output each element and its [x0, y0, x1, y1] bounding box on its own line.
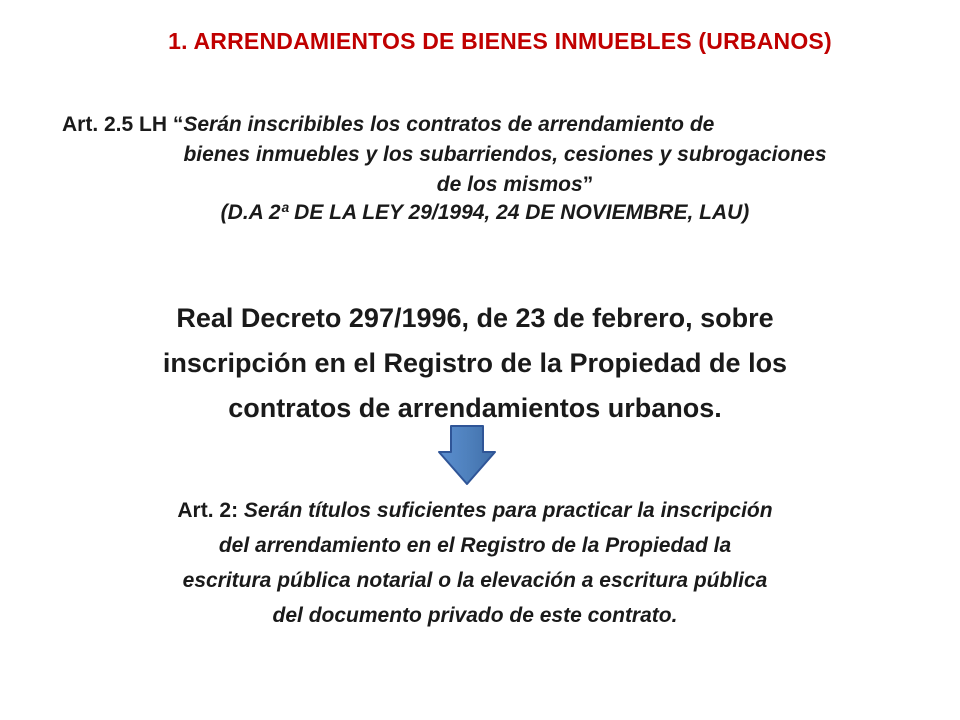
real-decreto-text — [60, 296, 890, 431]
decreto-line-3: contratos de arrendamientos urbanos. — [228, 393, 722, 423]
art-lh-close-quote: ” — [582, 173, 594, 196]
art-lh-reference: (D.A 2ª DE LA LEY 29/1994, 24 DE NOVIEMBRE, LAU) — [220, 201, 750, 224]
art-lh-line-3 — [40, 170, 930, 200]
art-2-text-line-2: del arrendamiento en el Registro de la Propiedad la — [218, 534, 732, 557]
art-2-text-line-3: escritura pública notarial o la elevación a escritura pública — [182, 569, 768, 592]
art-lh-quote-line-2: bienes inmuebles y los subarriendos, cesiones y subrogaciones — [183, 143, 827, 166]
art-lh-quote-line-3: de los mismos — [436, 173, 583, 196]
art-2-text-line-1: Serán títulos suficientes para practicar la inscripción — [243, 499, 773, 522]
art-lh-quote — [40, 110, 930, 228]
art-lh-quote-line-1: Serán inscribibles los contratos de arrendamiento de — [183, 113, 715, 136]
slide-title: 1. ARRENDAMIENTOS DE BIENES INMUEBLES (URBANOS) — [168, 28, 832, 54]
art-lh-line-1 — [40, 110, 930, 140]
down-arrow-icon — [437, 424, 497, 486]
decreto-line-2: inscripción en el Registro de la Propiedad de los — [162, 348, 788, 378]
decreto-line-1: Real Decreto 297/1996, de 23 de febrero, sobre — [176, 303, 774, 333]
art-lh-prefix: Art. 2.5 LH “ — [62, 113, 184, 136]
art-2-prefix: Art. 2: — [177, 499, 244, 522]
art-2-text-line-4: del documento privado de este contrato. — [272, 604, 678, 627]
art-2-text — [60, 493, 890, 633]
art-2-line-1 — [60, 493, 890, 528]
